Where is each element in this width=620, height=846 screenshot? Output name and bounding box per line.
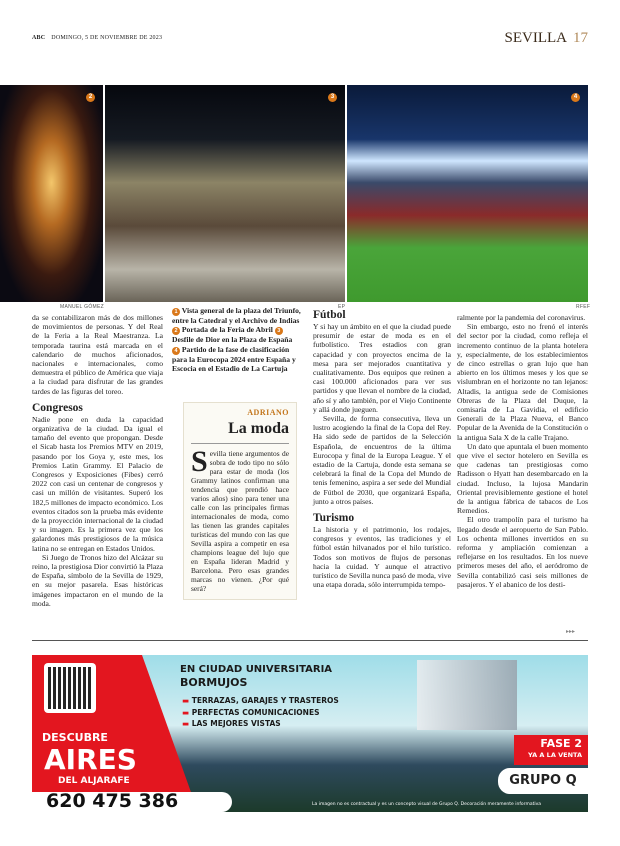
- ad-fase: FASE 2: [540, 737, 582, 750]
- paragraph: ralmente por la pandemia del coronavirus.: [457, 313, 586, 322]
- issue-date: DOMINGO, 5 DE NOVIEMBRE DE 2023: [51, 35, 163, 41]
- paragraph: El otro trampolín para el turismo ha llegado desde el aeropuerto de San Pablo. Los ochenta millones invertidos en su reforma y ampliación comienzan a reflejarse en los resultados. En los nueve primeros meses del año, el aeródromo de Sevilla contabilizó casi seis millones de pasajeros. Y el abanico de los desti-: [457, 515, 588, 589]
- photo-credit: EP: [338, 304, 346, 310]
- page-header-right: [505, 30, 589, 47]
- ad-headline-bold: UNIVERSITARIA: [245, 664, 333, 675]
- opinion-author: ADRIANO: [247, 408, 289, 417]
- opinion-title: La moda: [228, 420, 289, 437]
- ad-headline: EN CIUDAD: [180, 664, 246, 675]
- caption-text: Vista general de la plaza del Triunfo, entre la Catedral y el Archivo de Indias: [172, 306, 301, 325]
- ad-disclaimer: La imagen no es contractual y es un concepto visual de Grupo Q. Decoración meramente informativa: [312, 802, 542, 807]
- caption-number: 4: [172, 347, 180, 355]
- ad-bullet: LAS MEJORES VISTAS: [191, 719, 281, 728]
- column-3: [313, 308, 451, 589]
- paragraph: Sevilla, de forma consecutiva, lleva un lustro acogiendo la final de la Copa del Rey. Ha sido sede de partidos de la Selección Española, de encuentros de la última Eurocopa y final de la Europa League. Y el estadio de la Cartuja, donde esta semana se celebrará la final de la Copa del Mundo de tenis femenino, aspira a ser sede del Mundial de Fútbol de 2030, que organizará España, junto a otros países.: [313, 414, 451, 506]
- drop-cap: S: [191, 445, 208, 478]
- ad-divider: [32, 640, 588, 641]
- subheading: Fútbol: [313, 309, 346, 321]
- photo-feria: [0, 85, 103, 302]
- ad-brand-sub: DEL ALJARAFE: [58, 776, 130, 786]
- page-number: 17: [573, 30, 588, 46]
- ad-fase-badge: [514, 735, 588, 765]
- ad-venta: YA A LA VENTA: [528, 751, 582, 759]
- caption-number: 3: [275, 327, 283, 335]
- photo-number: 3: [328, 93, 337, 102]
- paragraph: Y si hay un ámbito en el que la ciudad puede presumir de estar de moda es en el futbolístico. Tres estadios con gran capacidad y con proyectos encima de la mesa para ser mejorados cuantitativa y cualitativamente. Dos equipos que reúnen a casi 100.000 aficionados para ver sus partidos y que llevan el nombre de la ciudad, año sí y año también, por el Viejo Continente y allá donde jueguen.: [313, 322, 451, 414]
- divider: [191, 443, 289, 444]
- subheading: Congresos: [32, 401, 83, 414]
- paper-name: ABC: [32, 35, 46, 41]
- column-4: [457, 313, 588, 589]
- photo-number: 2: [86, 93, 95, 102]
- opinion-box: [183, 402, 297, 600]
- photo-dior: [105, 85, 345, 302]
- qr-code-icon: [44, 663, 96, 713]
- ad-phone[interactable]: 620 475 386: [46, 790, 179, 812]
- page-header-left: [32, 35, 162, 41]
- photo-football: [347, 85, 588, 302]
- continue-arrow-icon: ▸▸▸: [566, 628, 576, 635]
- caption-number: 1: [172, 308, 180, 316]
- section-name: SEVILLA: [504, 30, 567, 46]
- paragraph: La historia y el patrimonio, los rodajes, congresos y eventos, las tradiciones y el fútbol están hilvanados por el hilo turístico. Todos son motivos de flujos de personas hacia la cuidad. Y aunque el atractivo turístico de Sevilla nunca pasó de moda, vive una etapa dorada, sólo interrumpida tempo-: [313, 525, 451, 590]
- caption-number: 2: [172, 327, 180, 335]
- caption-text: Portada de la Feria de Abril: [181, 325, 273, 335]
- subheading: Turismo: [313, 512, 355, 525]
- column-1: [32, 313, 163, 608]
- opinion-text: evilla tiene argumentos de sobra de todo tipo no sólo para estar de moda (los Grammy latinos confirman una tendencia que prendió hace varios años) sino para tener una calle con las principales firmas internacionales de moda, como las tienen las grandes capitales turísticas del mundo con las que Sevilla aspira a competir en esa champions league del lujo que en España lideran Madrid y Barcelona. Pero esas grandes marcas no vienen. ¿Por qué será?: [191, 449, 289, 593]
- paragraph: Un dato que apuntala el buen momento que vive el sector hotelero en Sevilla es que cadenas tan prestigiosas como Radisson o Hyatt han desembarcado en la ciudad. Incluso, la lujosa Mandarin Oriental previsiblemente gestione el hotel de la antigua fábrica de tabacos de Los Remedios.: [457, 441, 588, 516]
- caption-text: Desfile de Dior en la Plaza de España: [172, 335, 293, 345]
- ad-bullets: ▬ TERRAZAS, GARAJES Y TRASTEROS ▬ PERFECTAS COMUNICACIONES ▬ LAS MEJORES VISTAS: [182, 696, 339, 728]
- photo-credit: RFEF: [576, 304, 591, 310]
- ad-descubre: DESCUBRE: [42, 731, 108, 744]
- ad-location: BORMUJOS: [180, 676, 248, 689]
- ad-bullet: TERRAZAS, GARAJES Y TRASTEROS: [191, 696, 339, 705]
- ad-building-image: [417, 660, 517, 730]
- photo-number: 4: [571, 93, 580, 102]
- photo-credit: MANUEL GÓMEZ: [60, 304, 104, 310]
- caption-text: Partido de la fase de clasificación para la Eurocopa 2024 entre España y Escocia en el Estadio de La Cartuja: [172, 344, 296, 373]
- grupo-q-logo: GRUPO Q: [498, 768, 588, 794]
- ad-bullet: PERFECTAS COMUNICACIONES: [191, 707, 320, 717]
- paragraph: Si Juego de Tronos hizo del Alcázar su reino, la prestigiosa Dior convirtió la Plaza de España, símbolo de la Sevilla de 1929, en su mejor pasarela. Esas históricas imágenes impactaron en el mundo de la moda.: [32, 552, 163, 608]
- paragraph: Nadie pone en duda la capacidad organizativa de la ciudad. Da igual el tamaño del evento que propongan. Desde el Sicab hasta los Premios MTV en 2019, pasando por los Goya y, este mes, los Premios Latin Grammy. El Palacio de Congresos y Exposiciones (Fibes) cerró 2022 con casi un centenar de congresos y casi un millón de visitantes. Superó los 182,5 millones de impacto económico. Los eventos citados son la prueba más evidente de la proyección internacional de la ciudad y su imagen. Es la primera vez que los galardones más prestigiosos de la música latina no se entregan en Estados Unidos.: [32, 414, 163, 553]
- advertisement[interactable]: [32, 655, 588, 812]
- ad-brand: AIRES: [44, 743, 137, 776]
- paragraph: da se contabilizaron más de dos millones de movimientos de personas. Y del Real de la Feria a la Real Maestranza. La temporada taurina está marcada en el calendario de muchos aficionados, nacionales e internacionales, como demuestra el público de América que viaja a la ciudad para disfrutar de las grandes tardes de las figuras del toreo.: [32, 313, 163, 396]
- photo-caption: [172, 306, 302, 373]
- paragraph: Sin embargo, esto no frenó el interés del sector por la ciudad, como refleja el incremento continuo de la planta hotelera y, especialmente, de los establecimientos de cinco estrellas o gran lujo que han abierto en los últimos meses y los que se vislumbran en el horizonte no tan lejanos: Altadis, la antigua sede de Comisiones Obreras de la Plaza del Duque, la comisaría de La Gavidia, el edificio Generali de la Plaza Nueva, el Banco Popular de la Avenida de la Constitución o la antigua Sala X de la calle Trajano.: [457, 322, 588, 442]
